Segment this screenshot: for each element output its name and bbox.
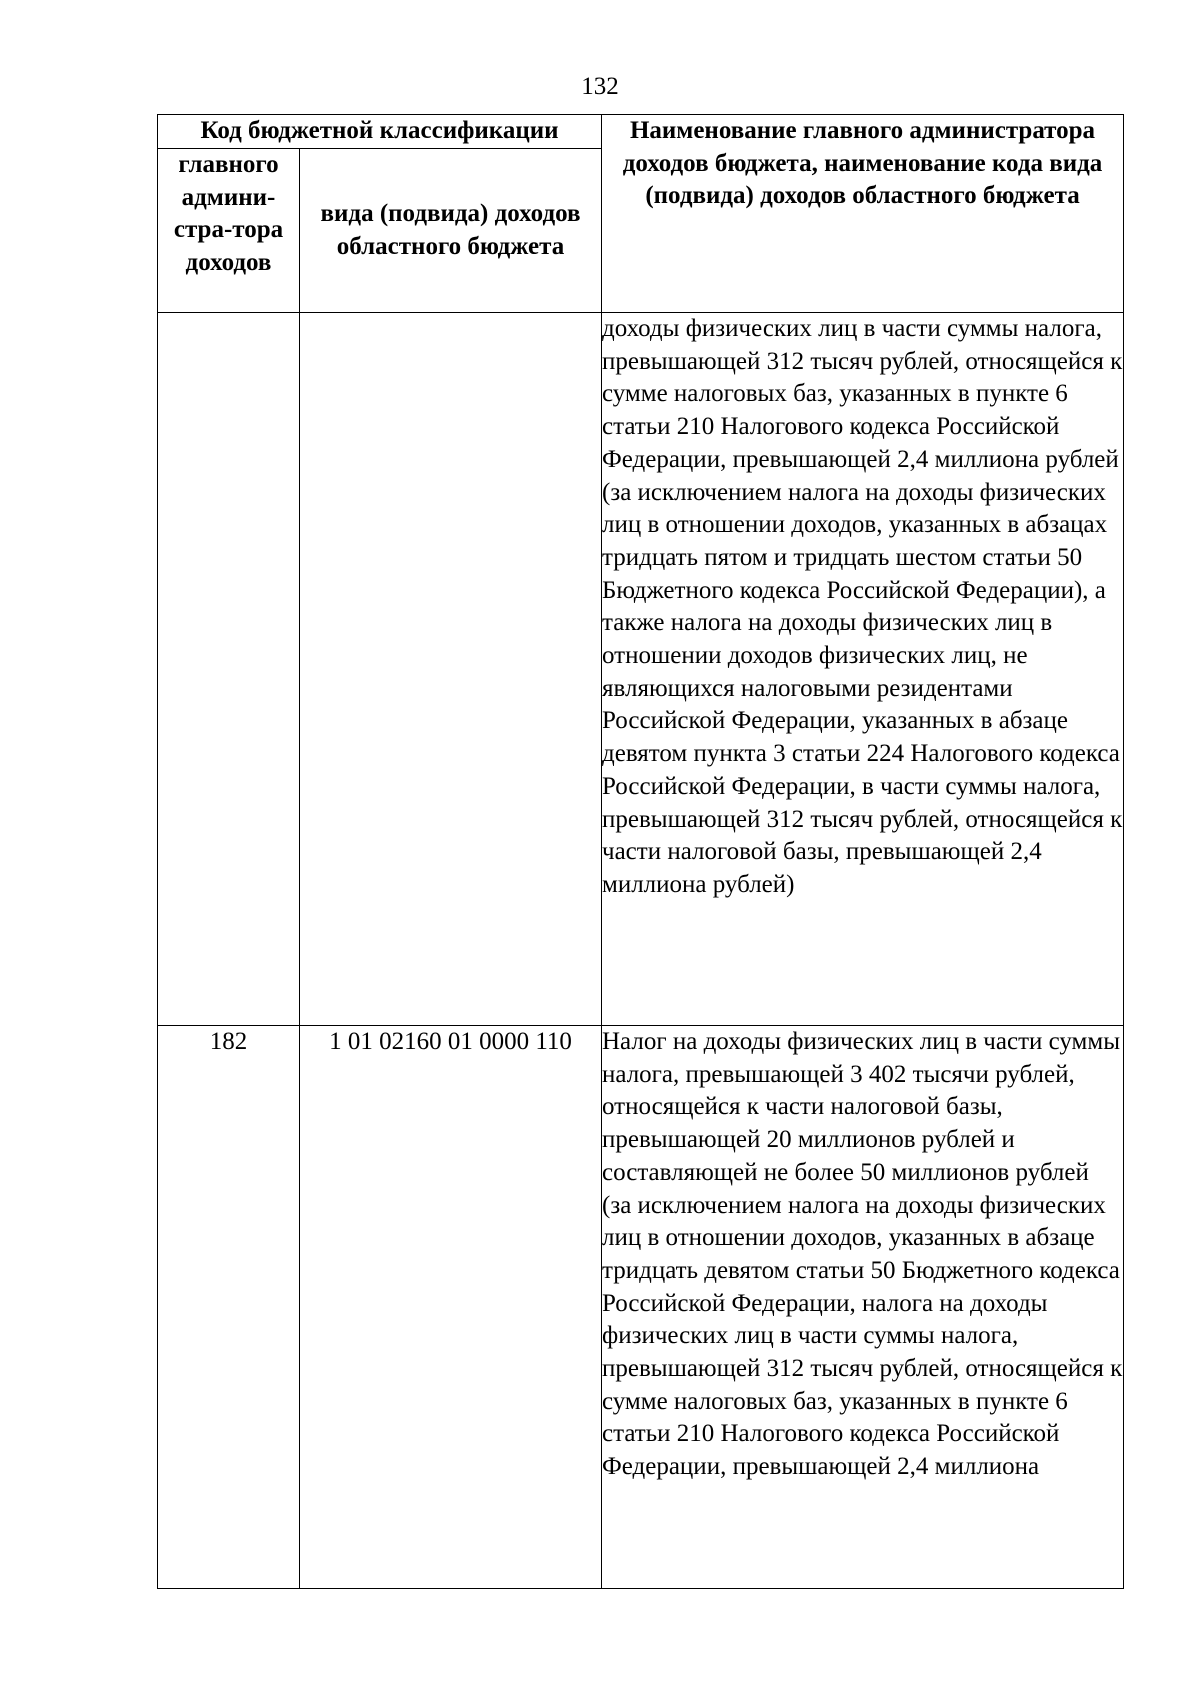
header-admin-column: главного админи-стра-тора доходов [158, 149, 300, 313]
admin-code-cell [158, 313, 300, 1026]
header-budget-code-group: Код бюджетной классификации [158, 115, 602, 149]
header-code-column: вида (подвида) доходов областного бюджета [300, 149, 602, 313]
table-row [158, 1026, 1124, 1589]
page-number: 132 [581, 73, 619, 100]
revenue-name-cell: Налог на доходы физических лиц в части суммы налога, превышающей 3 402 тысячи рублей, относящейся к части налоговой базы, превышающей 20 миллионов рублей и составляющей не более 50 миллионов рублей (за исключением налога на доходы физических лиц в отношении доходов, указанных в абзаце тридцать девятом статьи 50 Бюджетного кодекса Российской Федерации, налога на доходы физических лиц в части суммы налога, превышающей 312 тысяч рублей, относящейся к сумме налоговых баз, указанных в пункте 6 статьи 210 Налогового кодекса Российской Федерации, превышающей 2,4 миллиона [602, 1026, 1124, 1589]
revenue-code-cell [300, 313, 602, 1026]
revenue-name-cell: доходы физических лиц в части суммы налога, превышающей 312 тысяч рублей, относящейся к сумме налоговых баз, указанных в пункте 6 статьи 210 Налогового кодекса Российской Федерации, превышающей 2,4 миллиона рублей (за исключением налога на доходы физических лиц в отношении доходов, указанных в абзацах тридцать пятом и тридцать шестом статьи 50 Бюджетного кодекса Российской Федерации), а также налога на доходы физических лиц в отношении доходов физических лиц, не являющихся налоговыми резидентами Российской Федерации, указанных в абзаце девятом пункта 3 статьи 224 Налогового кодекса Российской Федерации, в части суммы налога, превышающей 312 тысяч рублей, относящейся к части налоговой базы, превышающей 2,4 миллиона рублей) [602, 313, 1124, 1026]
revenue-code-cell: 1 01 02160 01 0000 110 [300, 1026, 602, 1589]
admin-code-cell: 182 [158, 1026, 300, 1589]
budget-classification-table [157, 114, 1124, 1589]
table-row [158, 313, 1124, 1026]
header-name-column: Наименование главного администратора доходов бюджета, наименование кода вида (подвида) доходов областного бюджета [602, 115, 1124, 313]
